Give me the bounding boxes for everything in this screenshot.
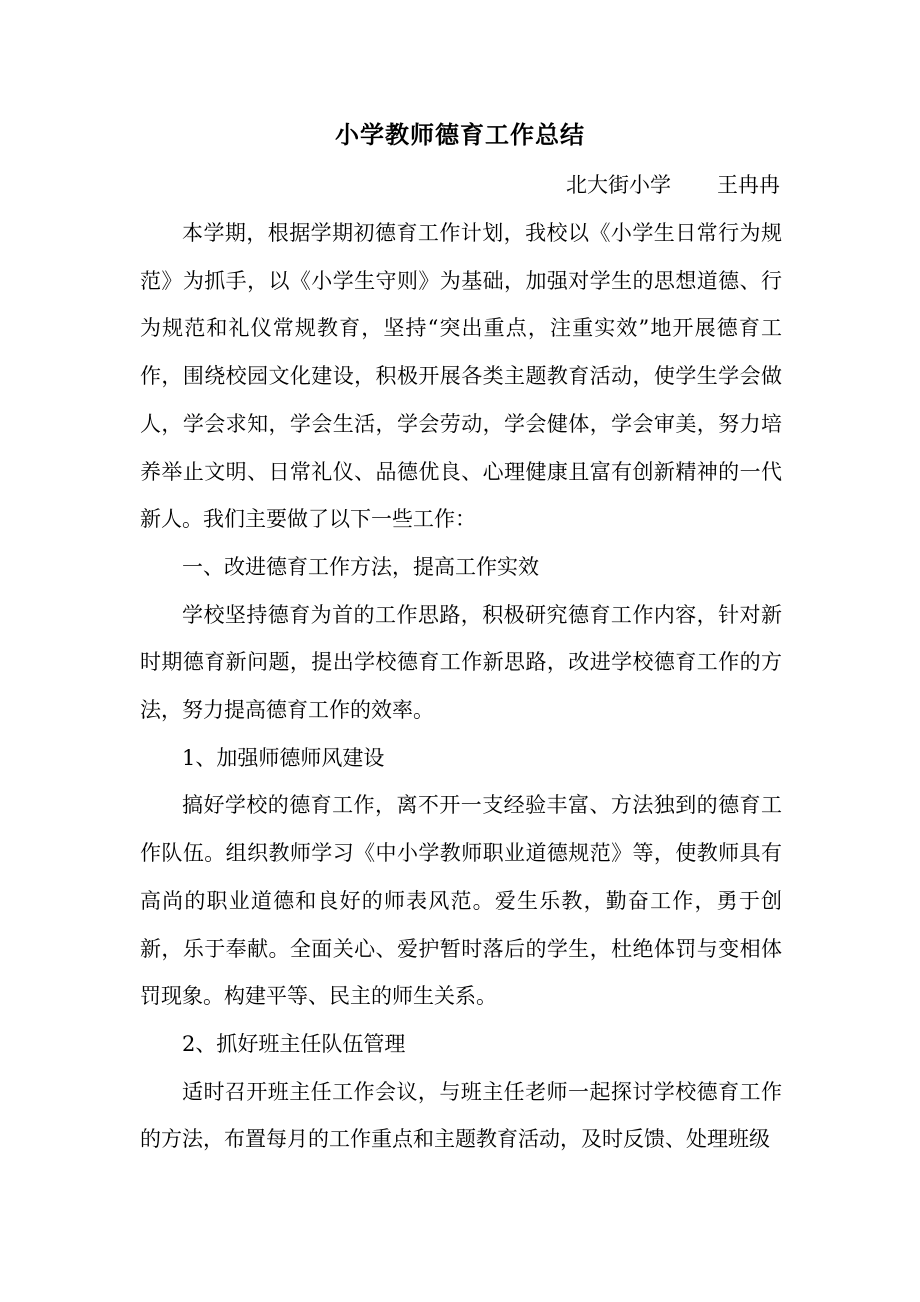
paragraph-subsection-2: 适时召开班主任工作会议，与班主任老师一起探讨学校德育工作的方法，布置每月的工作重点和主题教育活动，及时反馈、处理班级 xyxy=(140,1079,782,1152)
paragraph-subsection-1: 搞好学校的德育工作，离不开一支经验丰富、方法独到的德育工作队伍。组织教师学习《中小学教师职业道德规范》等，使教师具有高尚的职业道德和良好的师表风范。爱生乐教，勤奋工作，勇于创新，乐于奉献。全面关心、爱护暂时落后的学生，杜绝体罚与变相体罚现象。构建平等、民主的师生关系。 xyxy=(140,793,782,1009)
author-name: 王冉冉 xyxy=(717,173,780,197)
section-heading-1: 一、改进德育工作方法，提高工作实效 xyxy=(182,554,539,579)
document-body xyxy=(140,210,782,1164)
paragraph-section-1: 学校坚持德育为首的工作思路，积极研究德育工作内容，针对新时期德育新问题，提出学校德育工作新思路，改进学校德育工作的方法，努力提高德育工作的效率。 xyxy=(140,602,782,723)
document-title: 小学教师德育工作总结 xyxy=(335,120,585,149)
paragraph-intro: 本学期，根据学期初德育工作计划，我校以《小学生日常行为规范》为抓手，以《小学生守则》为基础，加强对学生的思想道德、行为规范和礼仪常规教育，坚持“突出重点，注重实效”地开展德育工作，围绕校园文化建设，积极开展各类主题教育活动，使学生学会做人，学会求知，学会生活，学会劳动，学会健体，学会审美，努力培养举止文明、日常礼仪、品德优良、心理健康且富有创新精神的一代新人。我们主要做了以下一些工作： xyxy=(140,221,782,532)
subsection-heading-1: 1、加强师德师风建设 xyxy=(182,745,385,770)
subsection-heading-2: 2、抓好班主任队伍管理 xyxy=(182,1031,406,1056)
school-name: 北大街小学 xyxy=(566,173,671,197)
author-line xyxy=(566,168,780,202)
